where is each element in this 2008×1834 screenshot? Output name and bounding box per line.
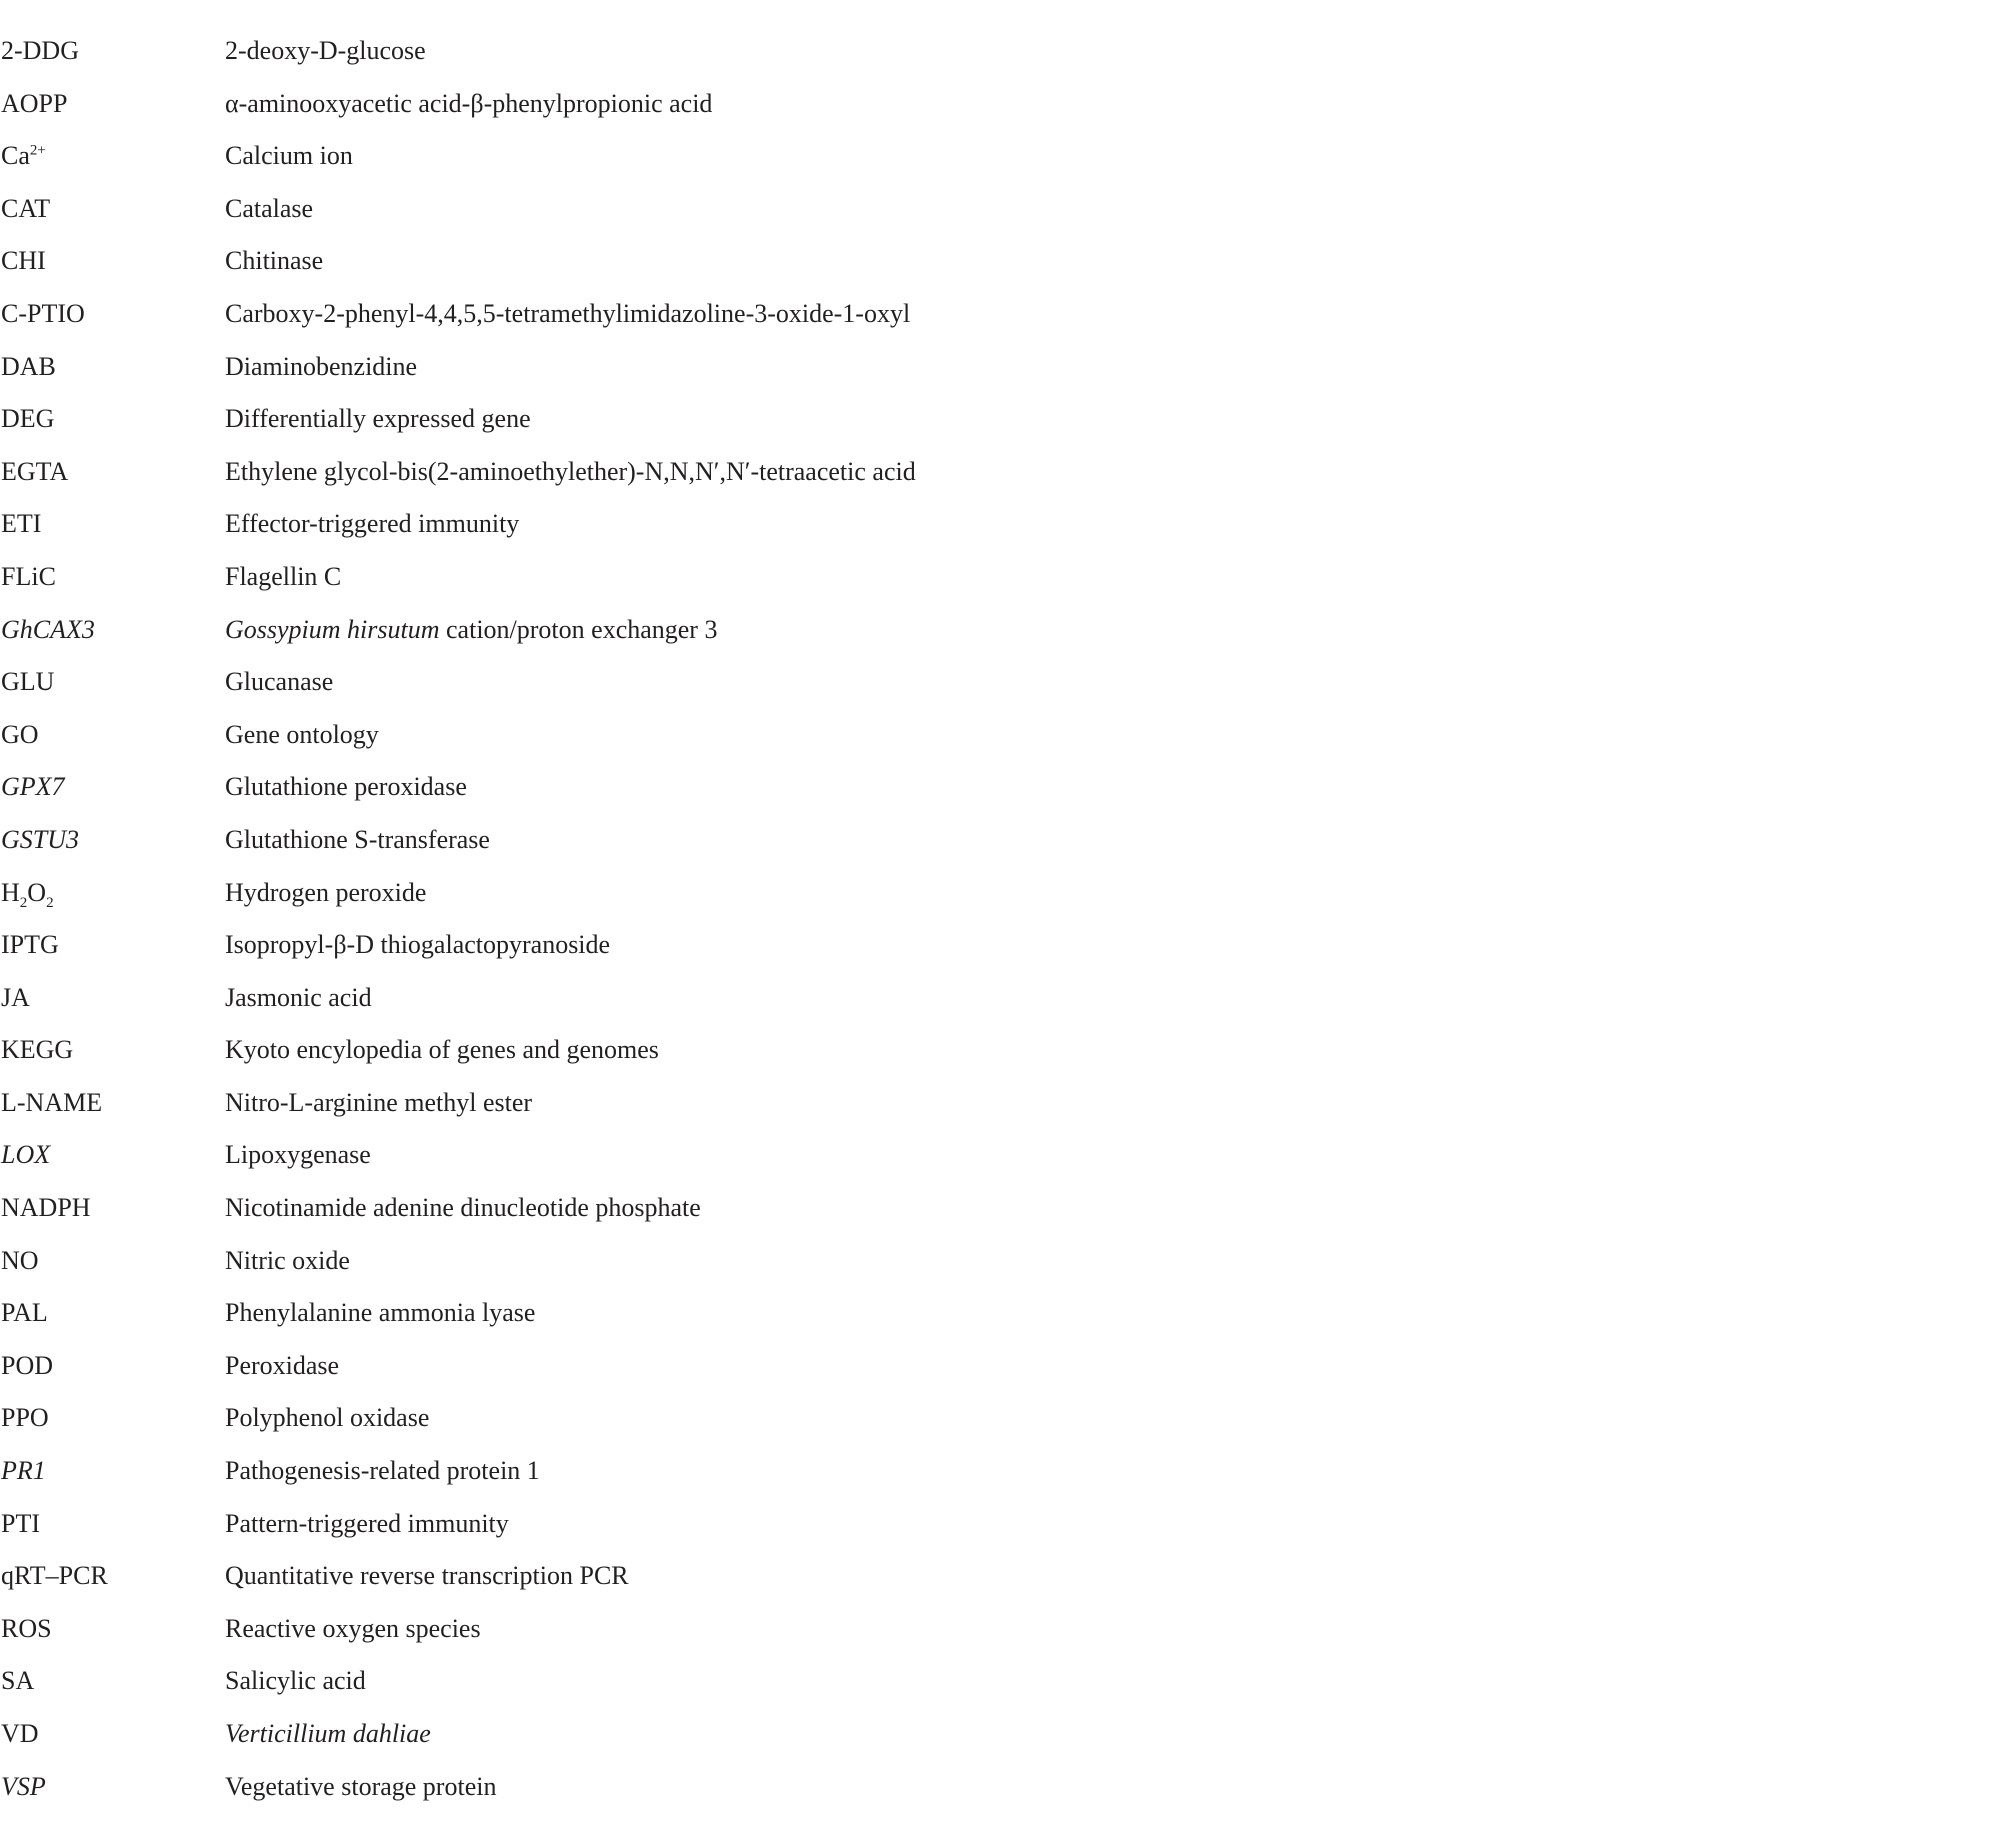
abbreviation-definition: Effector-triggered immunity: [225, 509, 520, 539]
abbreviation-row: [0, 556, 1500, 609]
term-part: O: [27, 877, 47, 907]
abbreviation-term: [1, 143, 46, 169]
abbreviation-term: GLU: [1, 667, 55, 697]
term-subscript: 2: [19, 894, 28, 911]
definition-rest: cation/proton exchanger 3: [439, 614, 718, 644]
abbreviation-term: KEGG: [1, 1035, 74, 1065]
abbreviation-definition: Isopropyl-β-D thiogalactopyranoside: [225, 930, 611, 960]
term-part: H: [1, 877, 20, 907]
abbreviation-definition: Glutathione peroxidase: [225, 772, 467, 802]
abbreviation-term: [1, 877, 54, 911]
abbreviation-definition: Glucanase: [225, 667, 334, 697]
abbreviation-term: POD: [1, 1350, 54, 1380]
abbreviation-row: [0, 398, 1500, 451]
abbreviation-row: [0, 1555, 1500, 1608]
abbreviation-row: [0, 240, 1500, 293]
abbreviation-term: GO: [1, 719, 39, 749]
abbreviation-term: PTI: [1, 1508, 40, 1538]
abbreviation-term: JA: [1, 982, 30, 1012]
abbreviation-term: IPTG: [1, 930, 59, 960]
abbreviation-row: [0, 1608, 1500, 1661]
abbreviation-row: [0, 661, 1500, 714]
abbreviation-row: [0, 1450, 1500, 1503]
abbreviation-row: [0, 451, 1500, 504]
abbreviation-definition: Nitro-L-arginine methyl ester: [225, 1087, 533, 1117]
abbreviation-definition: 2-deoxy-D-glucose: [225, 36, 426, 65]
abbreviation-row: [0, 1345, 1500, 1398]
abbreviation-definition: Verticillium dahliae: [225, 1719, 431, 1748]
abbreviation-definition: Salicylic acid: [225, 1666, 366, 1696]
abbreviation-definition: Calcium ion: [225, 141, 353, 171]
abbreviation-definition: [225, 614, 718, 644]
abbreviation-term: NO: [1, 1245, 39, 1275]
abbreviation-row: [0, 1292, 1500, 1345]
abbreviation-term: 2-DDG: [1, 36, 79, 65]
abbreviation-term: NADPH: [1, 1193, 91, 1223]
abbreviation-row: [0, 977, 1500, 1030]
abbreviation-definition: Lipoxygenase: [225, 1140, 371, 1170]
abbreviation-definition: Ethylene glycol-bis(2-aminoethylether)-N,N,N′,N′-tetraacetic acid: [225, 456, 916, 486]
abbreviation-term: GhCAX3: [1, 614, 95, 644]
abbreviation-definition: Differentially expressed gene: [225, 404, 531, 434]
abbreviation-term: GSTU3: [1, 824, 80, 854]
abbreviation-definition: Catalase: [225, 193, 314, 223]
abbreviation-row: [0, 135, 1500, 188]
abbreviation-definition: Carboxy-2-phenyl-4,4,5,5-tetramethylimidazoline-3-oxide-1-oxyl: [225, 298, 911, 328]
abbreviation-term: C-PTIO: [1, 298, 85, 328]
abbreviation-row: [0, 872, 1500, 925]
abbreviation-term: SA: [1, 1666, 35, 1696]
abbreviation-definition: Pattern-triggered immunity: [225, 1508, 509, 1538]
term-base: Ca: [1, 141, 30, 171]
abbreviation-row: [0, 293, 1500, 346]
abbreviation-definition: Flagellin C: [225, 561, 342, 591]
abbreviation-row: [0, 1029, 1500, 1082]
abbreviation-term: PR1: [1, 1456, 46, 1486]
abbreviation-row: [0, 1660, 1500, 1713]
abbreviation-definition: Glutathione S-transferase: [225, 824, 490, 854]
abbreviation-row: [0, 30, 1500, 83]
abbreviation-term: CHI: [1, 246, 46, 276]
abbreviation-definition: Nitric oxide: [225, 1245, 350, 1275]
abbreviation-term: DAB: [1, 351, 56, 381]
abbreviation-term: CAT: [1, 193, 51, 223]
abbreviation-term: EGTA: [1, 456, 69, 486]
abbreviation-row: [0, 714, 1500, 767]
abbreviation-row: [0, 1082, 1500, 1135]
term-superscript: 2+: [29, 142, 46, 159]
abbreviation-definition: Hydrogen peroxide: [225, 877, 427, 907]
term-subscript: 2: [46, 894, 54, 911]
abbreviation-definition: Peroxidase: [225, 1350, 340, 1380]
abbreviation-row: [0, 1503, 1500, 1556]
abbreviation-row: [0, 1187, 1500, 1240]
abbreviation-term: PPO: [1, 1403, 49, 1433]
abbreviation-term: PAL: [1, 1298, 48, 1328]
abbreviation-row: [0, 503, 1500, 556]
abbreviation-definition: Phenylalanine ammonia lyase: [225, 1298, 536, 1328]
abbreviation-definition: Nicotinamide adenine dinucleotide phosphate: [225, 1193, 701, 1223]
abbreviation-term: L-NAME: [1, 1087, 103, 1117]
abbreviation-row: [0, 1766, 1500, 1819]
abbreviation-row: [0, 924, 1500, 977]
abbreviation-row: [0, 1240, 1500, 1293]
abbreviation-row: [0, 188, 1500, 241]
abbreviation-definition: Gene ontology: [225, 719, 379, 749]
abbreviations-table: [0, 30, 1500, 1818]
abbreviation-term: ETI: [1, 509, 42, 539]
abbreviation-row: [0, 1134, 1500, 1187]
abbreviation-definition: Jasmonic acid: [225, 982, 372, 1012]
abbreviation-term: AOPP: [1, 88, 68, 118]
abbreviation-definition: Reactive oxygen species: [225, 1613, 481, 1643]
abbreviation-row: [0, 83, 1500, 136]
abbreviation-definition: Diaminobenzidine: [225, 351, 418, 381]
abbreviation-definition: Vegetative storage protein: [225, 1771, 497, 1801]
abbreviation-term: DEG: [1, 404, 55, 434]
abbreviation-row: [0, 1397, 1500, 1450]
abbreviation-row: [0, 346, 1500, 399]
abbreviation-row: [0, 766, 1500, 819]
abbreviation-definition: Chitinase: [225, 246, 324, 276]
abbreviation-term: ROS: [1, 1613, 52, 1643]
abbreviation-row: [0, 609, 1500, 662]
abbreviation-term: VSP: [1, 1771, 46, 1801]
abbreviation-definition: α-aminooxyacetic acid-β-phenylpropionic acid: [225, 88, 713, 118]
abbreviation-term: GPX7: [1, 772, 65, 802]
abbreviation-term: FLiC: [1, 561, 56, 591]
species-name: Gossypium hirsutum: [225, 614, 440, 644]
abbreviation-row: [0, 819, 1500, 872]
abbreviation-term: LOX: [1, 1140, 51, 1170]
abbreviation-row: [0, 1713, 1500, 1766]
abbreviation-definition: Polyphenol oxidase: [225, 1403, 430, 1433]
abbreviation-term: qRT–PCR: [1, 1561, 108, 1591]
abbreviation-definition: Quantitative reverse transcription PCR: [225, 1561, 629, 1591]
abbreviation-definition: Kyoto encylopedia of genes and genomes: [225, 1035, 659, 1065]
abbreviation-definition: Pathogenesis-related protein 1: [225, 1456, 540, 1486]
abbreviation-term: VD: [1, 1719, 39, 1748]
